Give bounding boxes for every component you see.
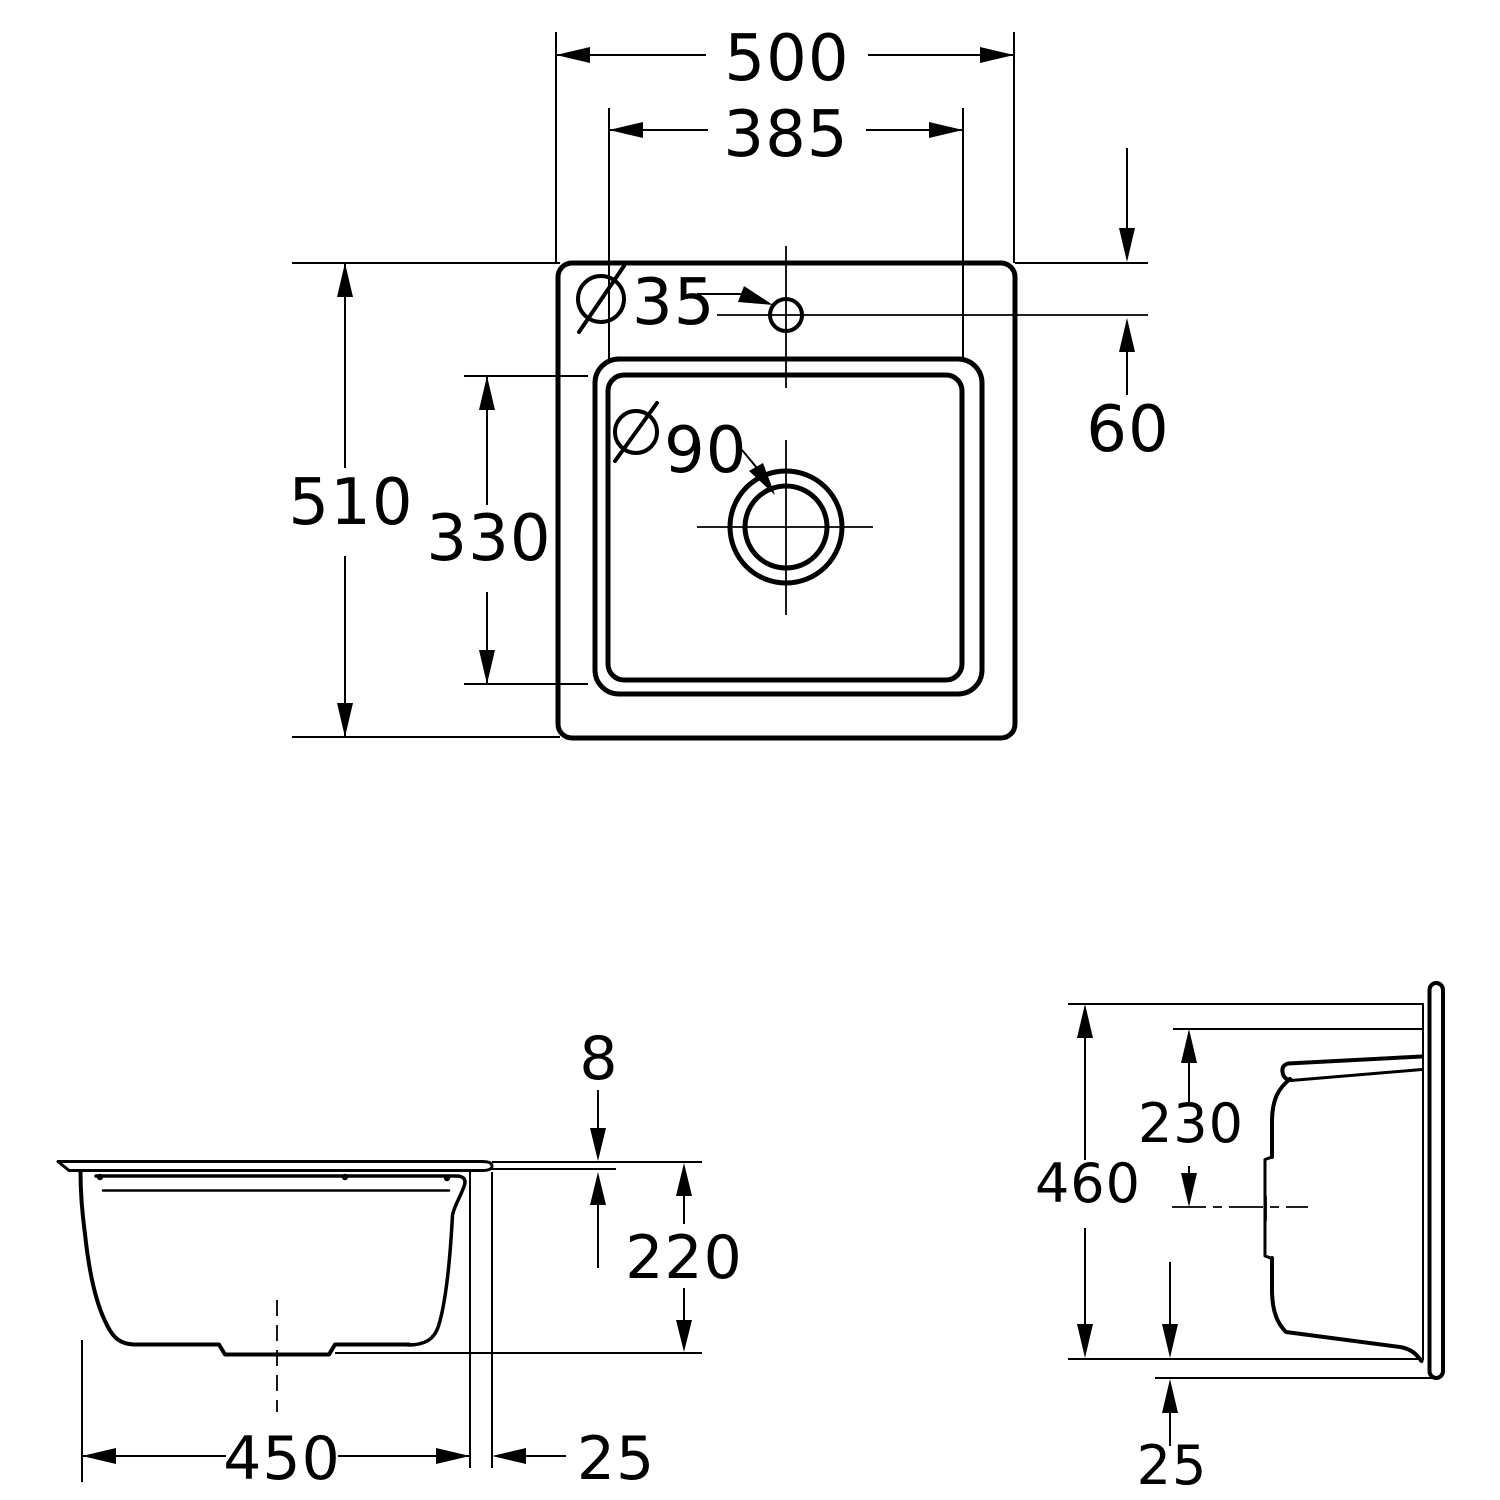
clip-dot <box>342 1174 348 1180</box>
dim-d90-label: 90 <box>664 414 748 488</box>
dim-bottom-clearance <box>1137 1262 1208 1497</box>
dim-d35-label: 35 <box>632 266 716 340</box>
dim-460-label: 460 <box>1034 1152 1142 1215</box>
bowl-wall-lower-and-bottom <box>1272 1258 1422 1361</box>
dim-25-front-label: 25 <box>576 1424 656 1494</box>
dim-bowl-width-and-offset <box>82 1172 655 1494</box>
arrow-right-icon <box>929 122 963 138</box>
arrow-down-icon <box>1077 1324 1093 1358</box>
dim-60-label: 60 <box>1086 393 1170 467</box>
bowl-left-wall-and-bottom <box>81 1171 410 1355</box>
rim-plate <box>58 1162 492 1171</box>
arrow-down-icon <box>590 1128 606 1161</box>
arrow-up-icon <box>1181 1029 1197 1063</box>
arrow-up-icon <box>479 376 495 410</box>
dim-bowl-inner-length <box>426 376 588 684</box>
side-section-view <box>1035 983 1443 1497</box>
dim-385-label: 385 <box>723 98 849 172</box>
arrow-up-icon <box>1119 318 1135 352</box>
dim-510-label: 510 <box>288 466 414 540</box>
bowl-right-wall <box>96 1176 465 1345</box>
bowl-wall-upper <box>1272 1079 1290 1157</box>
clip-dot <box>444 1175 450 1181</box>
clip-dot <box>97 1174 103 1180</box>
arrow-up-icon <box>1077 1004 1093 1038</box>
arrow-up-icon <box>1162 1379 1178 1413</box>
dim-230-label: 230 <box>1137 1092 1245 1155</box>
arrow-up-icon <box>337 263 353 297</box>
front-section-view <box>58 1024 743 1494</box>
arrow-left-icon <box>492 1448 526 1464</box>
arrow-left-icon <box>556 47 590 63</box>
arrow-left-icon <box>609 122 643 138</box>
dim-450-label: 450 <box>223 1424 341 1494</box>
dim-tap-hole-offset <box>1015 148 1170 467</box>
arrow-down-icon <box>1162 1324 1178 1358</box>
dim-8-label: 8 <box>579 1024 619 1094</box>
arrow-down-icon <box>479 650 495 684</box>
arrow-down-icon <box>1181 1173 1197 1207</box>
dim-330-label: 330 <box>426 502 552 576</box>
callout-tap-hole-diameter <box>578 266 773 340</box>
dim-cutout-height <box>1035 1004 1141 1358</box>
arrow-right-icon <box>436 1448 470 1464</box>
dim-drain-center <box>1138 1029 1244 1207</box>
arrow-down-icon <box>676 1320 692 1352</box>
arrow-up-icon <box>676 1163 692 1196</box>
sink-edge-plate <box>1430 983 1444 1378</box>
dim-500-label: 500 <box>724 22 850 96</box>
leader-arrow-icon <box>738 286 773 305</box>
bowl-rim-lower-line <box>1291 1070 1422 1081</box>
arrow-up-icon <box>590 1172 606 1205</box>
top-view <box>288 22 1169 738</box>
dim-25-side-label: 25 <box>1136 1434 1208 1497</box>
arrow-down-icon <box>337 703 353 737</box>
arrow-left-icon <box>82 1448 116 1464</box>
dim-overall-depth <box>288 263 560 737</box>
arrow-down-icon <box>1119 228 1135 262</box>
dim-220-label: 220 <box>625 1223 743 1293</box>
arrow-right-icon <box>980 47 1014 63</box>
